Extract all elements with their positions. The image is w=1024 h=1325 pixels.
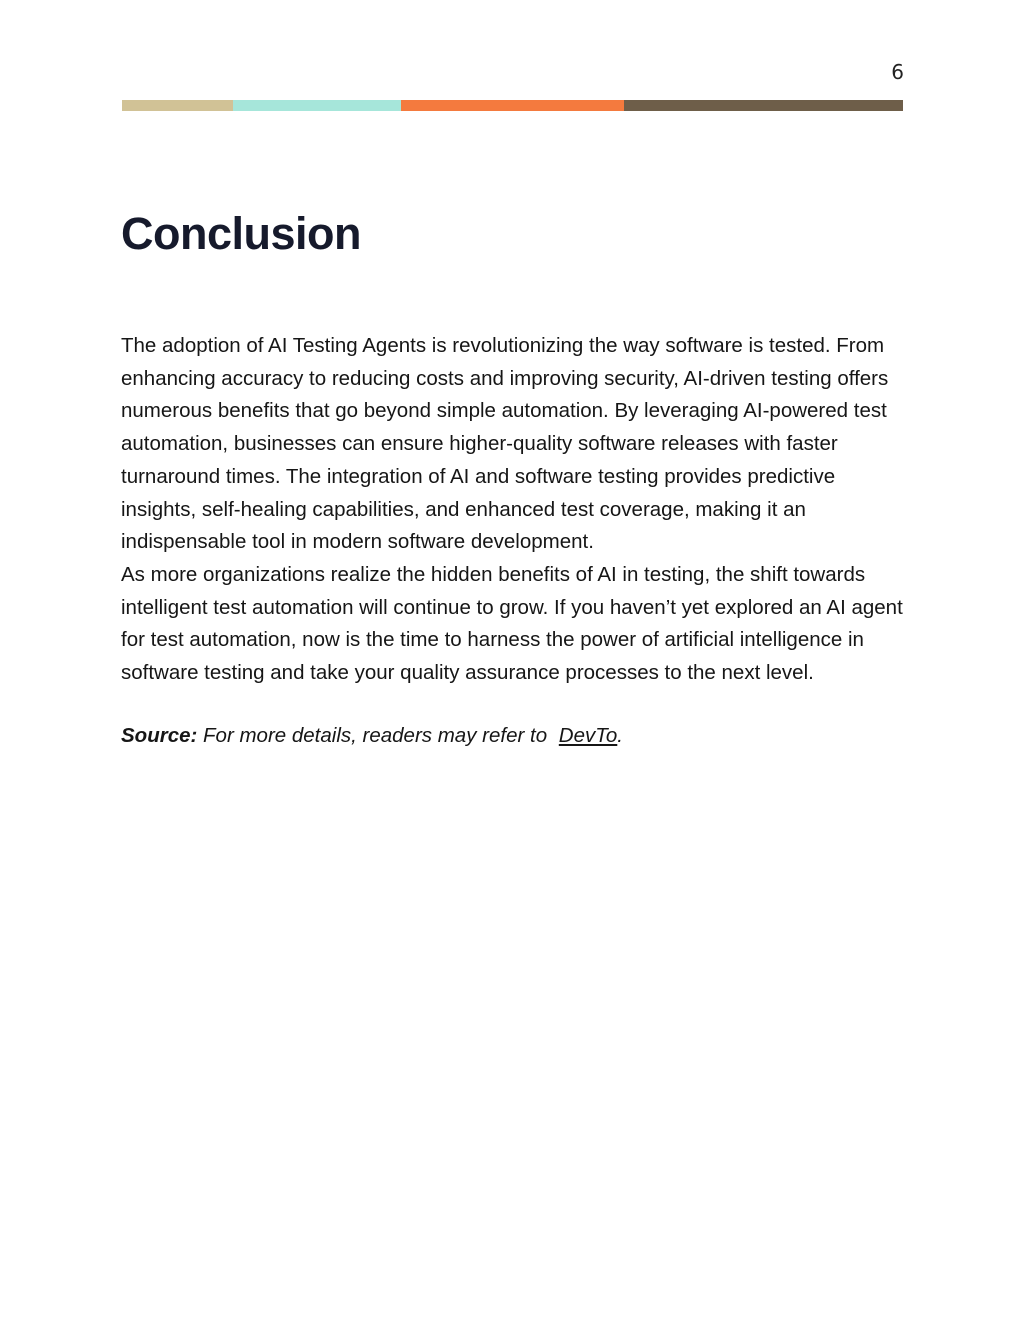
section-title: Conclusion <box>121 208 361 259</box>
color-bar-segment-tan <box>122 100 233 111</box>
color-bar-segment-brown <box>624 100 903 111</box>
color-bar-segment-orange <box>401 100 624 111</box>
color-bar-segment-aqua <box>233 100 401 111</box>
source-trailing: . <box>617 723 623 747</box>
source-link-devto[interactable]: DevTo <box>558 723 618 747</box>
main-content <box>121 330 905 752</box>
source-line <box>121 720 905 753</box>
page-number: 6 <box>891 60 904 84</box>
source-text: For more details, readers may refer to <box>197 723 553 747</box>
source-label: Source: <box>121 723 198 747</box>
body-paragraph-1: The adoption of AI Testing Agents is revolutionizing the way software is tested. From enhancing accuracy to reducing costs and improving security, AI-driven testing offers numerous benefits that go beyond simple automation. By leveraging AI-powered test automation, businesses can ensure higher-quality software releases with faster turnaround times. The integration of AI and software testing provides predictive insights, self-healing capabilities, and enhanced test coverage, making it an indispensable tool in modern software development. <box>121 334 889 554</box>
body-paragraph-2: As more organizations realize the hidden benefits of AI in testing, the shift towards intelligent test automation will continue to grow. If you haven’t yet explored an AI agent for test automation, now is the time to harness the power of artificial intelligence in software testing and take your quality assurance processes to the next level. <box>121 562 903 685</box>
header-color-bar <box>122 100 903 111</box>
